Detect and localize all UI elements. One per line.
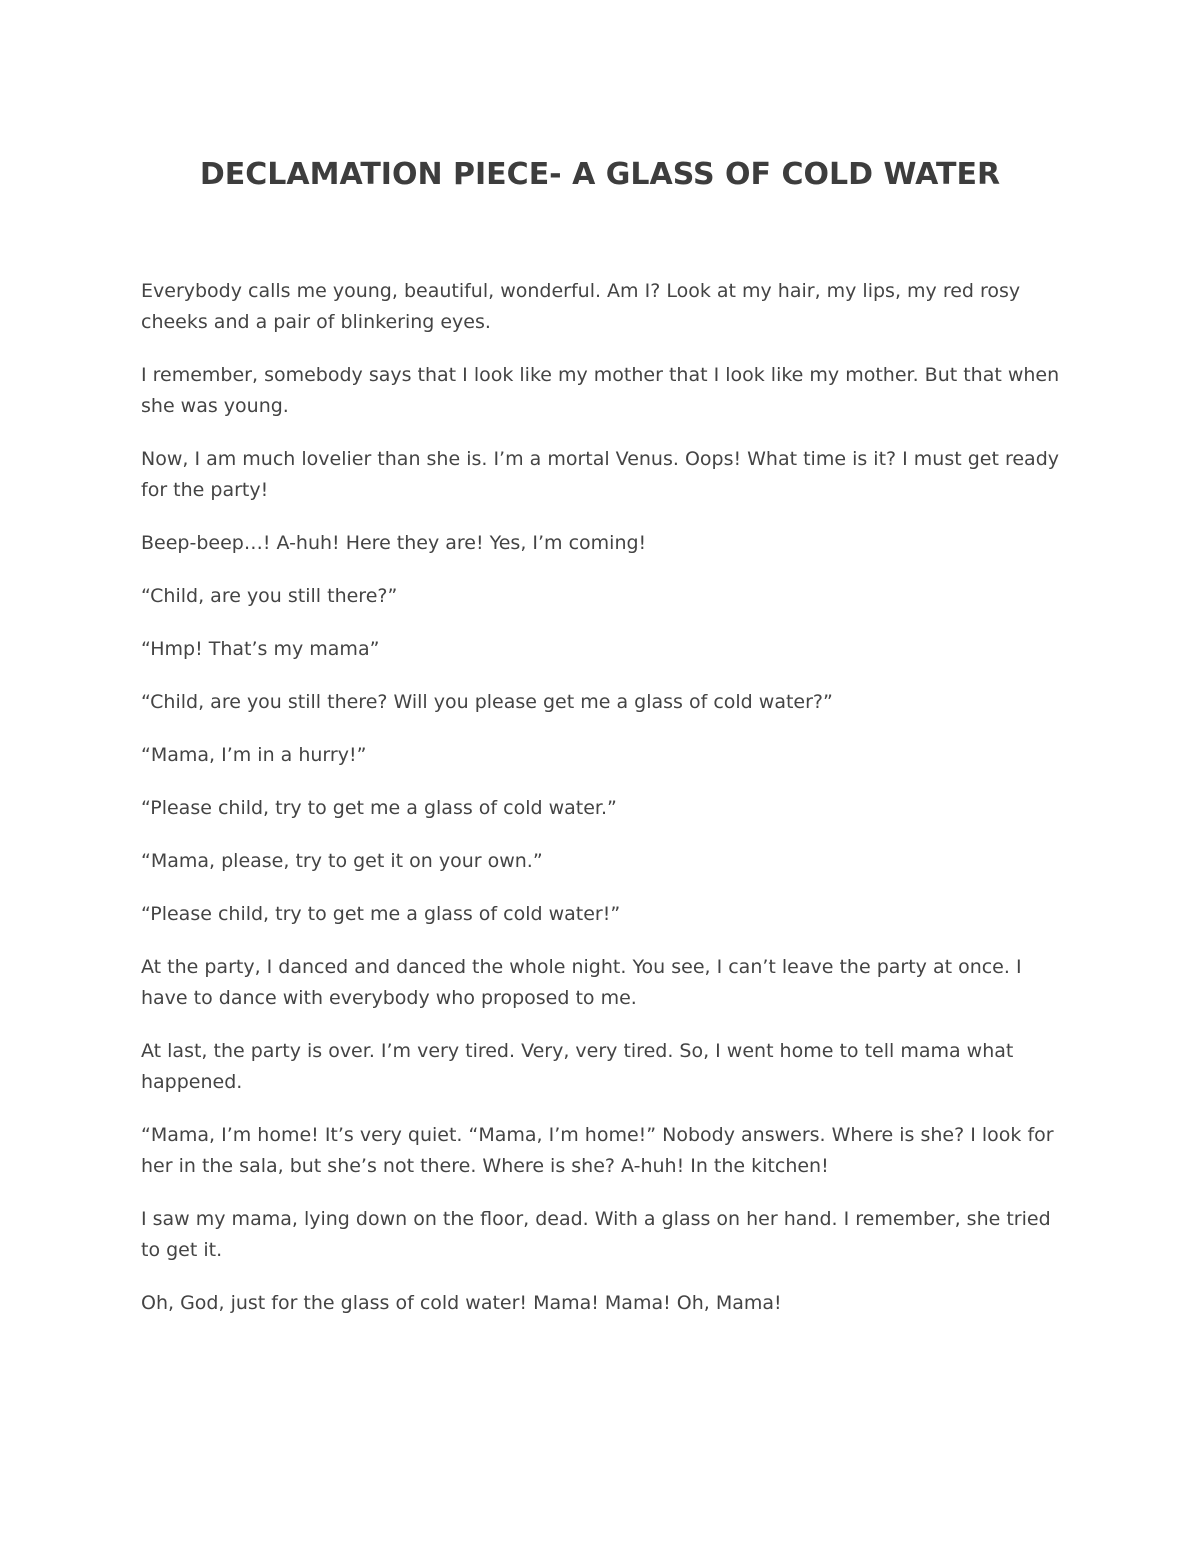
paragraph-15: I saw my mama, lying down on the floor, dead. With a glass on her hand. I remember, she tried to get it.: [141, 1208, 1051, 1261]
paragraph-1: Everybody calls me young, beautiful, wonderful. Am I? Look at my hair, my lips, my red rosy cheeks and a pair of blinkering eyes.: [141, 280, 1021, 333]
paragraph-12: At the party, I danced and danced the whole night. You see, I can’t leave the party at once. I have to dance with everybody who proposed to me.: [141, 956, 1022, 1009]
paragraph-9: “Please child, try to get me a glass of cold water.”: [141, 797, 617, 819]
paragraph-13: At last, the party is over. I’m very tired. Very, very tired. So, I went home to tell mama what happened.: [141, 1040, 1014, 1093]
paragraph-4: Beep-beep…! A-huh! Here they are! Yes, I’m coming!: [141, 532, 647, 554]
paragraph-14: “Mama, I’m home! It’s very quiet. “Mama, I’m home!” Nobody answers. Where is she? I look for her in the sala, but she’s not there. Where is she? A-huh! In the kitchen!: [141, 1124, 1054, 1177]
paragraph-7: “Child, are you still there? Will you please get me a glass of cold water?”: [141, 691, 833, 713]
document-body: [141, 276, 1071, 1341]
paragraph-16: Oh, God, just for the glass of cold water! Mama! Mama! Oh, Mama!: [141, 1292, 782, 1314]
paragraph-8: “Mama, I’m in a hurry!”: [141, 744, 367, 766]
paragraph-2: I remember, somebody says that I look like my mother that I look like my mother. But that when she was young.: [141, 364, 1060, 417]
paragraph-10: “Mama, please, try to get it on your own.”: [141, 850, 543, 872]
paragraph-6: “Hmp! That’s my mama”: [141, 638, 380, 660]
paragraph-3: Now, I am much lovelier than she is. I’m a mortal Venus. Oops! What time is it? I must get ready for the party!: [141, 448, 1059, 501]
paragraph-5: “Child, are you still there?”: [141, 585, 398, 607]
document-title: DECLAMATION PIECE- A GLASS OF COLD WATER: [199, 157, 1001, 192]
paragraph-11: “Please child, try to get me a glass of cold water!”: [141, 903, 621, 925]
